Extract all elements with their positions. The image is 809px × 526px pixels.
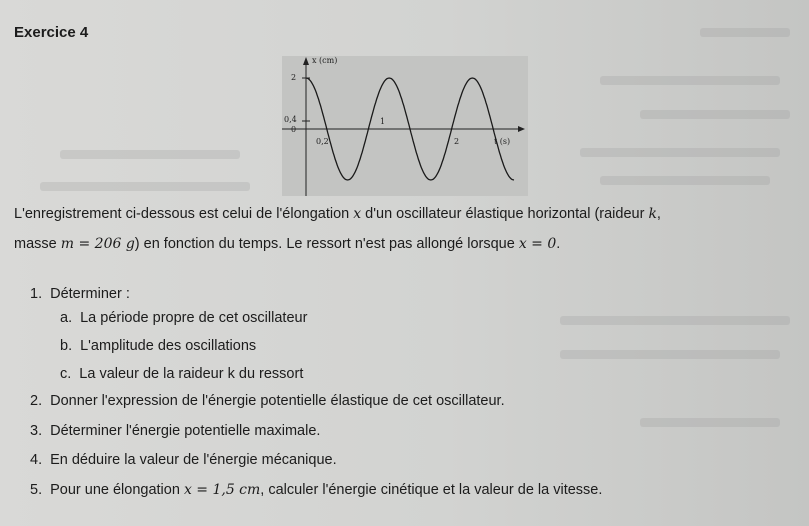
intro-text-2b: ) en fonction du temps. Le ressort n'est pas allongé lorsque [134,236,515,252]
intro-text-1a: L'enregistrement ci-dessous est celui de l'élongation [14,206,350,222]
question-text: La période propre de cet oscillateur [80,310,308,326]
bleed-through-mark [700,28,790,37]
question-number: 1. [30,286,43,302]
question-text: La valeur de la raideur k du ressort [79,366,304,382]
question-number: 5. [30,482,43,498]
question-text: En déduire la valeur de l'énergie mécanique. [50,452,337,468]
t-tick-label-02: 0,2 [316,137,329,146]
bleed-through-mark [600,176,770,185]
bleed-through-mark [640,418,780,427]
question-text: Donner l'expression de l'énergie potentielle élastique de cet oscillateur. [50,393,505,409]
bleed-through-mark [600,76,780,85]
intro-math-x0: x = 0 [518,236,557,252]
t-tick-label-1: 1 [380,117,386,126]
question-1b [60,338,256,354]
t-tick-label-2: 2 [454,137,460,146]
y-tick-label-2: 2 [291,73,297,82]
bleed-through-mark [560,316,790,325]
intro-math-mass: m = 206 g [60,236,135,252]
question-text: L'amplitude des oscillations [80,338,257,354]
question-number: c. [60,366,72,382]
bleed-through-mark [60,150,240,159]
question-2 [30,393,505,409]
exercise-title: Exercice 4 [14,24,89,41]
question-text: Déterminer l'énergie potentielle maximale. [50,423,321,439]
question-number: b. [60,338,73,354]
question-text-a: Pour une élongation [50,482,180,498]
elongation-graph [282,56,528,196]
y-axis-label: x (cm) [312,56,338,65]
t-axis-label: t (s) [494,137,511,146]
question-1 [30,286,130,302]
question-number: 4. [30,452,43,468]
x-axis-arrow [303,57,309,65]
bleed-through-mark [580,148,780,157]
question-3 [30,423,320,439]
t-axis-arrow [518,126,525,132]
intro-var-k: k [648,206,657,222]
y-tick-label-0: 0 [291,125,297,134]
question-text: Déterminer : [50,286,130,302]
intro-text-2a: masse [14,236,57,252]
bleed-through-mark [40,182,250,191]
bleed-through-mark [560,350,780,359]
question-number: 2. [30,393,43,409]
bleed-through-mark [640,110,790,119]
question-1c [60,366,303,382]
question-5 [30,482,602,498]
question-1a [60,310,307,326]
question-number: 3. [30,423,43,439]
intro-text-2c: . [556,236,561,252]
intro-var-x: x [353,206,362,222]
question-number: a. [60,310,73,326]
question-math: x = 1,5 cm [183,482,261,498]
intro-line-1 [14,206,661,222]
intro-text-1b: d'un oscillateur élastique horizontal (raideur [365,206,645,222]
intro-line-2 [14,236,560,252]
intro-text-1c: , [656,206,661,222]
question-4 [30,452,337,468]
y-tick-label-04: 0,4 [284,115,297,124]
question-text-b: , calculer l'énergie cinétique et la valeur de la vitesse. [260,482,603,498]
elongation-chart [282,56,528,196]
